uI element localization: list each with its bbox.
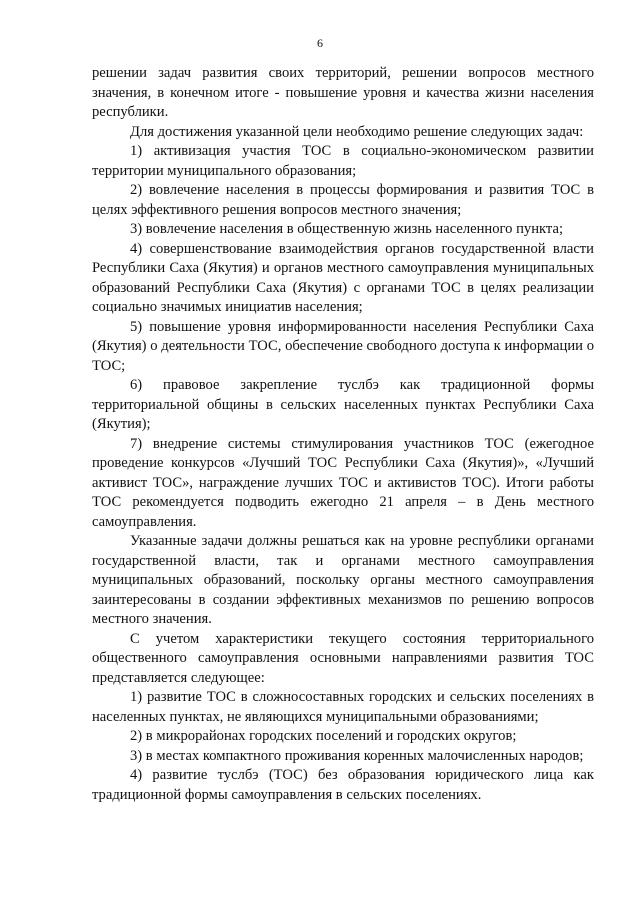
page-number: 6 [317,36,323,50]
task-item-6: 6) правовое закрепление туслбэ как традиционной формы территориальной общины в сельских населенных пунктах Республики Саха (Якутия); [92,377,594,432]
task-item-7: 7) внедрение системы стимулирования участников ТОС (ежегодное проведение конкурсов «Лучший ТОС Республики Саха (Якутия)», «Лучший активист ТОС», награждение лучших ТОС и активистов ТОС). Итоги работы ТОС рекомендуется подводить ежегодно 21 апреля – в День местного самоуправления. [92,435,594,530]
task-item-3: 3) вовлечение населения в общественную жизнь населенного пункта; [130,221,563,237]
paragraph-goal-intro: Для достижения указанной цели необходимо решение следующих задач: [130,123,584,140]
document-body [92,64,594,805]
task-item-4: 4) совершенствование взаимодействия органов государственной власти Республики Саха (Якутия) и органов местного самоуправления муниципальных образований Республики Саха (Якутия) с органами ТОС в целях реализации социально значимых инициатив населения; [92,240,594,315]
direction-item-2: 2) в микрорайонах городских поселений и городских округов; [130,728,517,744]
direction-item-1: 1) развитие ТОС в сложносоставных городских и сельских поселениях в населенных пунктах, не являющихся муниципальными образованиями; [92,689,594,725]
task-item-1: 1) активизация участия ТОС в социально-экономическом развитии территории муниципального образования; [92,143,594,179]
paragraph-tasks-solving: Указанные задачи должны решаться как на уровне республики органами государственной власти, так и органами местного самоуправления муниципальных образований, поскольку органы местного самоуправления заинтересованы в создании эффективных механизмов по решению вопросов местного значения. [92,533,594,627]
paragraph-directions-intro: С учетом характеристики текущего состояния территориального общественного самоуправления основными направлениями развития ТОС представляется следующее: [92,630,594,686]
direction-item-3: 3) в местах компактного проживания коренных малочисленных народов; [130,747,584,764]
task-item-2: 2) вовлечение населения в процессы формирования и развития ТОС в целях эффективного решения вопросов местного значения; [92,182,594,218]
paragraph-continuation: решении задач развития своих территорий, решении вопросов местного значения, в конечном итоге - повышение уровня и качества жизни населения республики. [92,65,594,120]
direction-item-4: 4) развитие туслбэ (ТОС) без образования юридического лица как традиционной формы самоуправления в сельских поселениях. [92,767,594,803]
task-item-5: 5) повышение уровня информированности населения Республики Саха (Якутия) о деятельности ТОС, обеспечение свободного доступа к информации о ТОС; [92,318,594,374]
